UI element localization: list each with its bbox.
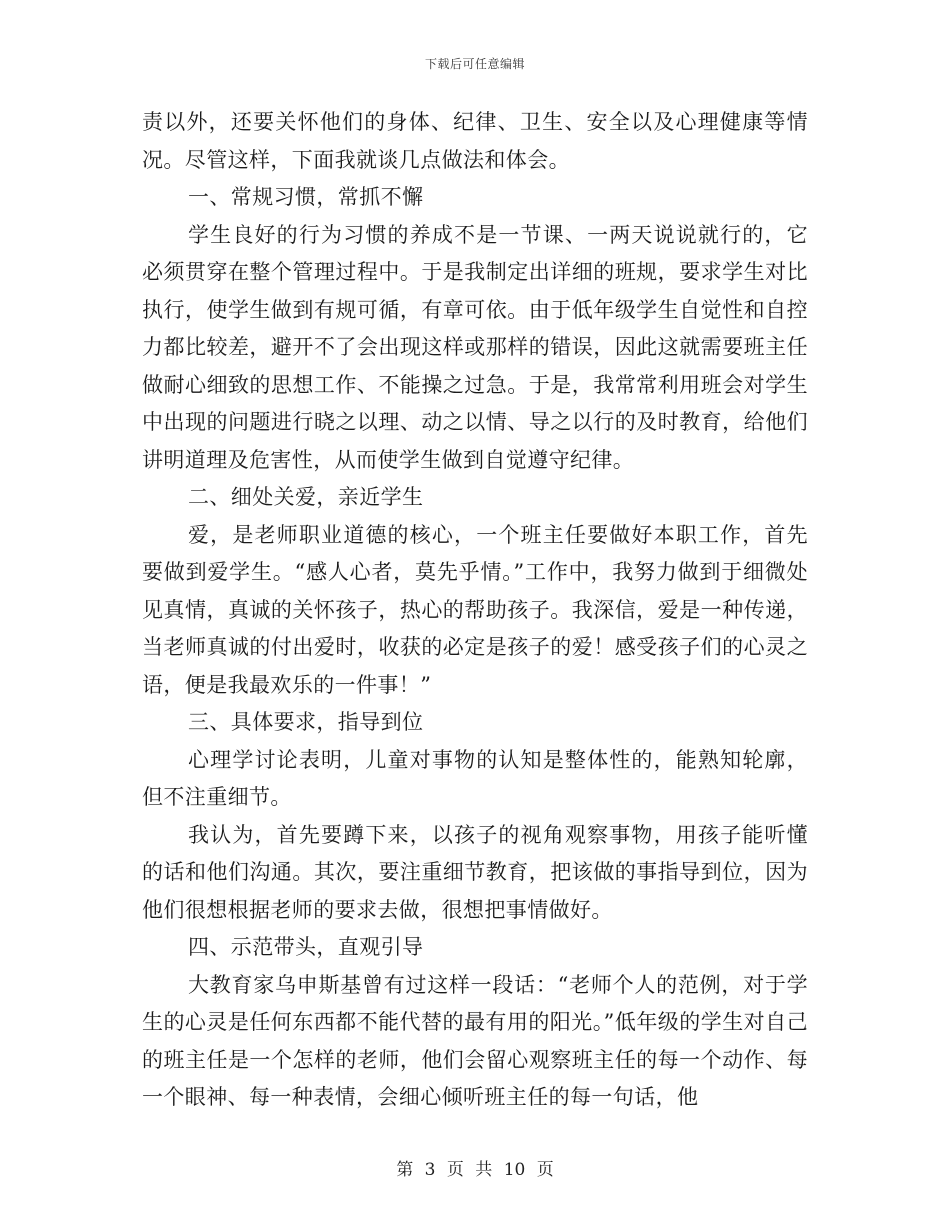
section-heading-4: 四、示范带头，直观引导 xyxy=(188,935,424,959)
section-heading-1: 一、常规习惯，常抓不懈 xyxy=(188,185,424,209)
paragraph-care: 爱，是老师职业道德的核心，一个班主任要做好本职工作，首先要做到爱学生。“感人心者，莫先乎情。”工作中，我努力做到于细微处见真情，真诚的关怀孩子，热心的帮助孩子。我深信，爱是一种传递，当老师真诚的付出爱时，收获的必定是孩子的爱！感受孩子们的心灵之语，便是我最欢乐的一件事！” xyxy=(142,522,808,697)
paragraph-continuation: 责以外，还要关怀他们的身体、纪律、卫生、安全以及心理健康等情况。尽管这样，下面我就谈几点做法和体会。 xyxy=(142,110,808,172)
paragraph-example: 大教育家乌申斯基曾有过这样一段话：“老师个人的范例，对于学生的心灵是任何东西都不能代替的最有用的阳光。”低年级的学生对自己的班主任是一个怎样的老师，他们会留心观察班主任的每一个动作、每一个眼神、每一种表情，会细心倾听班主任的每一句话，他 xyxy=(142,972,808,1109)
section-heading-3: 三、具体要求，指导到位 xyxy=(188,710,424,734)
paragraph-psychology: 心理学讨论表明，儿童对事物的认知是整体性的，能熟知轮廓，但不注重细节。 xyxy=(142,747,808,809)
page-number-footer: 第 3 页 共 10 页 xyxy=(396,1160,554,1180)
section-heading-2: 二、细处关爱，亲近学生 xyxy=(188,485,424,509)
paragraph-communication: 我认为，首先要蹲下来，以孩子的视角观察事物，用孩子能听懂的话和他们沟通。其次，要注重细节教育，把该做的事指导到位，因为他们很想根据老师的要求去做，很想把事情做好。 xyxy=(142,822,808,922)
page-header-note: 下载后可任意编辑 xyxy=(424,57,525,71)
paragraph-habits: 学生良好的行为习惯的养成不是一节课、一两天说说就行的，它必须贯穿在整个管理过程中。于是我制定出详细的班规，要求学生对比执行，使学生做到有规可循，有章可依。由于低年级学生自觉性和自控力都比较差，避开不了会出现这样或那样的错误，因此这就需要班主任做耐心细致的思想工作、不能操之过急。于是，我常常利用班会对学生中出现的问题进行晓之以理、动之以情、导之以行的及时教育，给他们讲明道理及危害性，从而使学生做到自觉遵守纪律。 xyxy=(142,222,808,472)
document-body xyxy=(142,104,808,1117)
